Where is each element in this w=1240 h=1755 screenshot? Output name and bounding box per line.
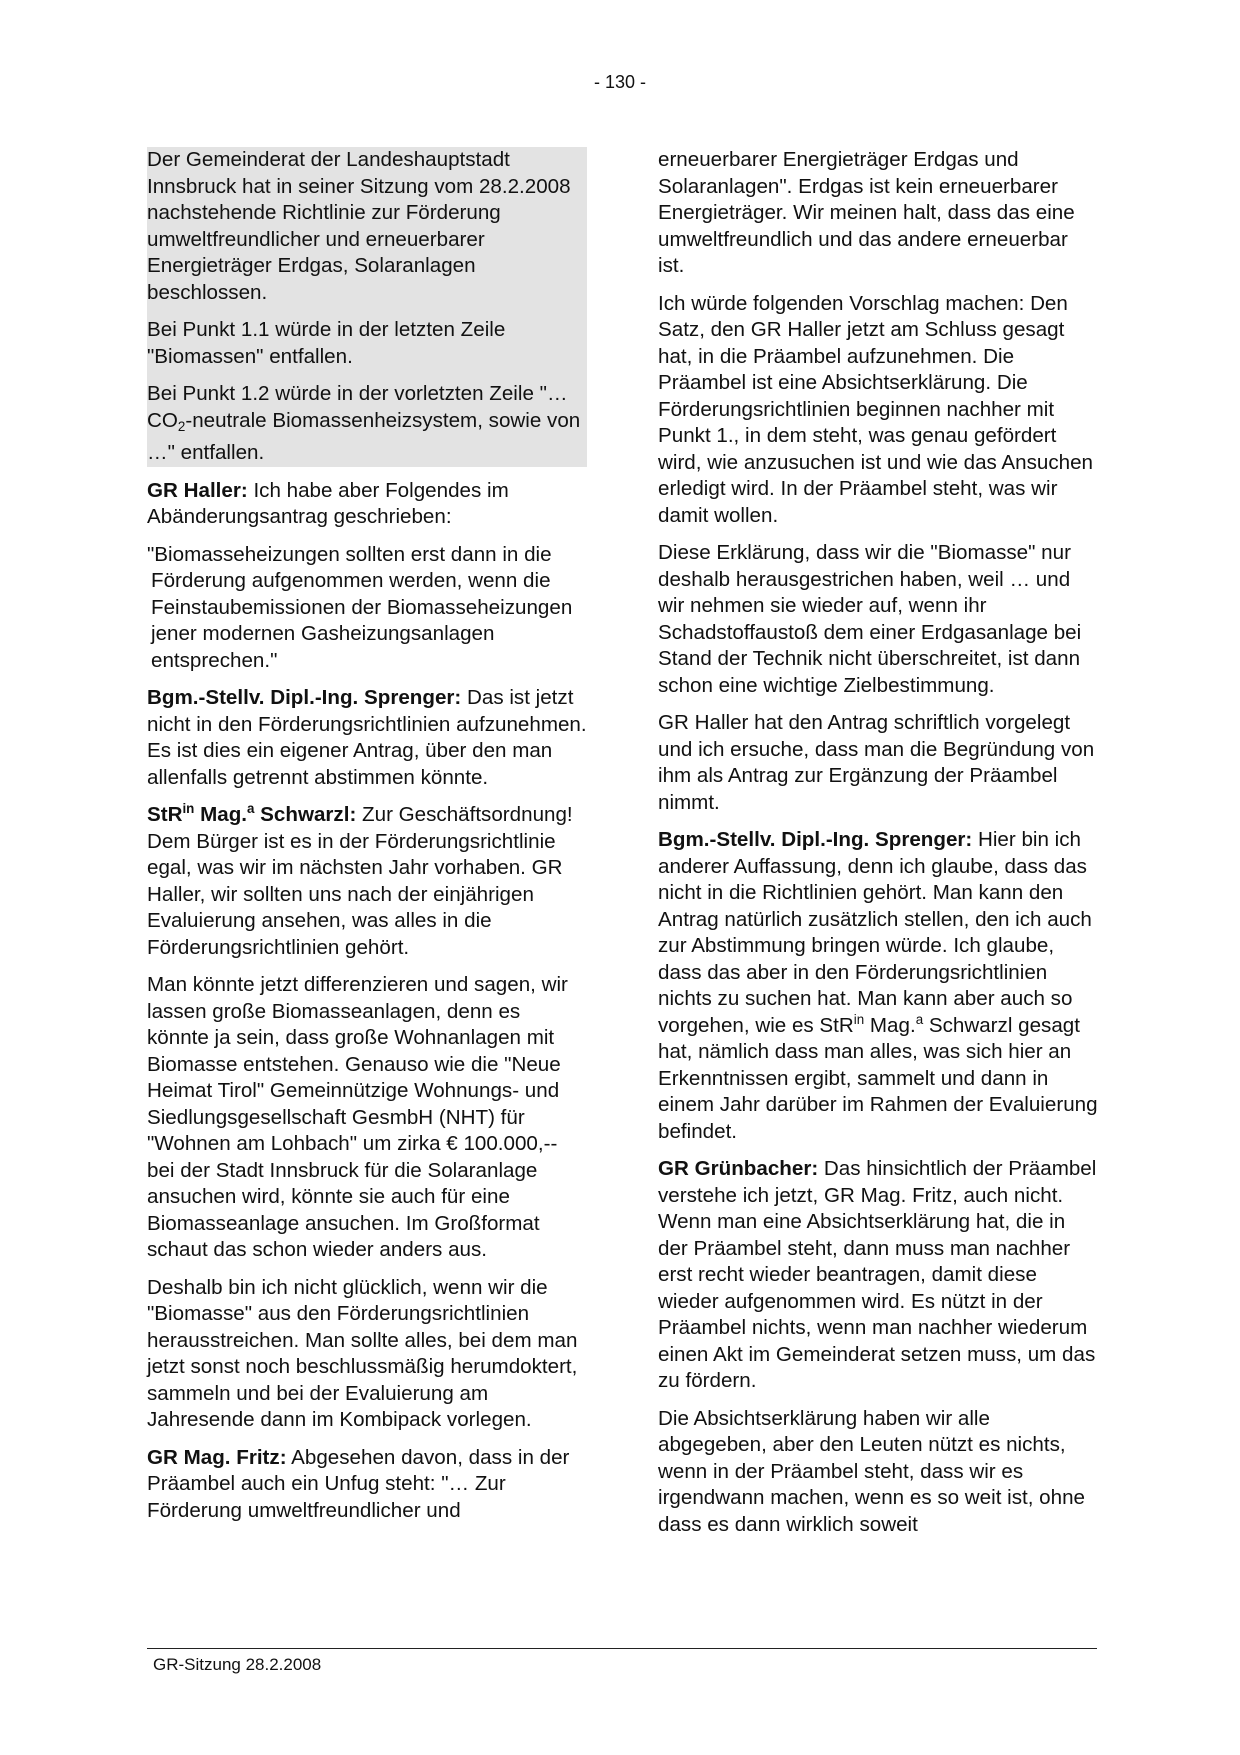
page-number: - 130 - [593, 72, 647, 92]
speech-fritz: GR Mag. Fritz: Abgesehen davon, dass in der Präambel auch ein Unfug steht: "… Zur Förderung umweltfreundlicher und [147, 1445, 570, 1522]
speaker-name: StR$^{in}$ Mag.$^a$ Schwarzl: [147, 801, 357, 826]
left-column [147, 147, 587, 1535]
speech-sprenger: Bgm.-Stellv. Dipl.-Ing. Sprenger: Hier bin ich anderer Auffassung, denn ich glaube, dass das nicht in die Richtlinien gehört. Man kann den Antrag natürlich zusätzlich stellen, den ich auch zur Abstimmung bringen würde. Ich glaube, dass das aber in den Förderungsrichtlinien nichts zu suchen hat. Man kann aber auch so vorgehen, wie es StR$^{in}$ Mag.$^a$ Schwarzl gesagt hat, nämlich dass man alles, was sich hier an Erkenntnissen ergibt, sammelt und dann in einem Jahr darüber im Rahmen der Evaluierung befindet. [658, 828, 1098, 1143]
paragraph: GR Haller hat den Antrag schriftlich vorgelegt und ich ersuche, dass man die Begründung von ihm als Antrag zur Ergänzung der Präambel nimmt. [658, 711, 1095, 814]
speaker-name: Bgm.-Stellv. Dipl.-Ing. Sprenger: [147, 686, 462, 709]
paragraph: Diese Erklärung, dass wir die "Biomasse" nur deshalb herausgestrichen haben, weil … und wir nehmen sie wieder auf, wenn ihr Schadstoffaustoß dem einer Erdgasanlage bei Stand der Technik nicht überschreitet, ist dann schon eine wichtige Zielbestimmung. [658, 541, 1082, 697]
speech-schwarzl: StR$^{in}$ Mag.$^a$ Schwarzl: Zur Geschäftsordnung! Dem Bürger ist es in der Förderungsrichtlinie egal, was wir im nächsten Jahr vorhaben. GR Haller, wir sollten uns nach der einjährigen Evaluierung ansehen, was alles in die Förderungsrichtlinien gehört. [147, 801, 573, 959]
resolution-point-1-1: Bei Punkt 1.1 würde in der letzten Zeile "Biomassen" entfallen. [147, 318, 506, 368]
speaker-name: GR Haller: [147, 478, 248, 502]
speech-haller: GR Haller: Ich habe aber Folgendes im Abänderungsantrag geschrieben: [147, 478, 509, 528]
resolution-text: Der Gemeinderat der Landeshauptstadt Innsbruck hat in seiner Sitzung vom 28.2.2008 nachstehende Richtlinie zur Förderung umweltfreundlicher und erneuerbarer Energieträger Erdgas, Solaranlagen beschlossen. [147, 148, 571, 304]
resolution-point-1-2: Bei Punkt 1.2 würde in der vorletzten Zeile "… $CO_2$-neutrale Biomassenheizsystem, sowie von …" entfallen. [147, 382, 581, 464]
paragraph: Die Absichtserklärung haben wir alle abgegeben, aber den Leuten nützt es nichts, wenn in der Präambel steht, dass wir es irgendwann machen, wenn es so weit ist, ohne dass es dann wirklich soweit [658, 1406, 1085, 1536]
speech-sprenger: Bgm.-Stellv. Dipl.-Ing. Sprenger: Das ist jetzt nicht in den Förderungsrichtlinien aufzunehmen. Es ist dies ein eigener Antrag, über den man allenfalls getrennt abstimmen könnte. [147, 686, 587, 789]
quoted-amendment: "Biomasseheizungen sollten erst dann in die Förderung aufgenommen werden, wenn die Feinstaubemissionen der Biomasseheizungen jener modernen Gasheizungsanlagen entsprechen." [147, 542, 573, 672]
speech-gruenbacher: GR Grünbacher: Das hinsichtlich der Präambel verstehe ich jetzt, GR Mag. Fritz, auch nicht. Wenn man eine Absichtserklärung hat, die in der Präambel steht, dann muss man nachher erst recht wieder beantragen, damit diese wieder aufgenommen wird. Es nützt in der Präambel nichts, wenn man nachher wiederum einen Akt im Gemeinderat setzen muss, um das zu fördern. [658, 1157, 1097, 1392]
paragraph: Ich würde folgenden Vorschlag machen: Den Satz, den GR Haller jetzt am Schluss gesagt hat, in die Präambel aufzunehmen. Die Präambel ist eine Absichtserklärung. Die Förderungsrichtlinien beginnen nachher mit Punkt 1., in dem steht, was genau gefördert wird, wie anzusuchen ist und wie das Ansuchen erledigt wird. In der Präambel steht, was wir damit wollen. [658, 291, 1094, 527]
speaker-name: GR Mag. Fritz: [147, 1445, 287, 1469]
speaker-name: Bgm.-Stellv. Dipl.-Ing. Sprenger: [658, 828, 973, 851]
paragraph: Man könnte jetzt differenzieren und sagen, wir lassen große Biomasseanlagen, denn es könnte ja sein, dass große Wohnanlagen mit Biomasse entstehen. Genauso wie die "Neue Heimat Tirol" Gemeinnützige Wohnungs- und Siedlungsgesellschaft GesmbH (NHT) für "Wohnen am Lohbach" um zirka € 100.000,-- bei der Stadt Innsbruck für die Solaranlage ansuchen wird, könnte sie auch für eine Biomasseanlage ansuchen. Im Großformat schaut das schon wieder anders aus. [147, 973, 568, 1261]
footer-text: GR-Sitzung 28.2.2008 [153, 1655, 322, 1674]
footer-divider [147, 1648, 1097, 1649]
paragraph: Deshalb bin ich nicht glücklich, wenn wir die "Biomasse" aus den Förderungsrichtlinien herausstreichen. Man sollte alles, bei dem man jetzt sonst noch beschlussmäßig herumdoktert, sammeln und bei der Evaluierung am Jahresende dann im Kombipack vorlegen. [147, 1275, 578, 1431]
right-column [658, 147, 1098, 1549]
speaker-name: GR Grünbacher: [658, 1157, 819, 1180]
paragraph: erneuerbarer Energieträger Erdgas und Solaranlagen". Erdgas ist kein erneuerbarer Energieträger. Wir meinen halt, dass das eine umweltfreundlich und das andere erneuerbar ist. [658, 148, 1075, 277]
highlighted-resolution-box [147, 147, 587, 467]
